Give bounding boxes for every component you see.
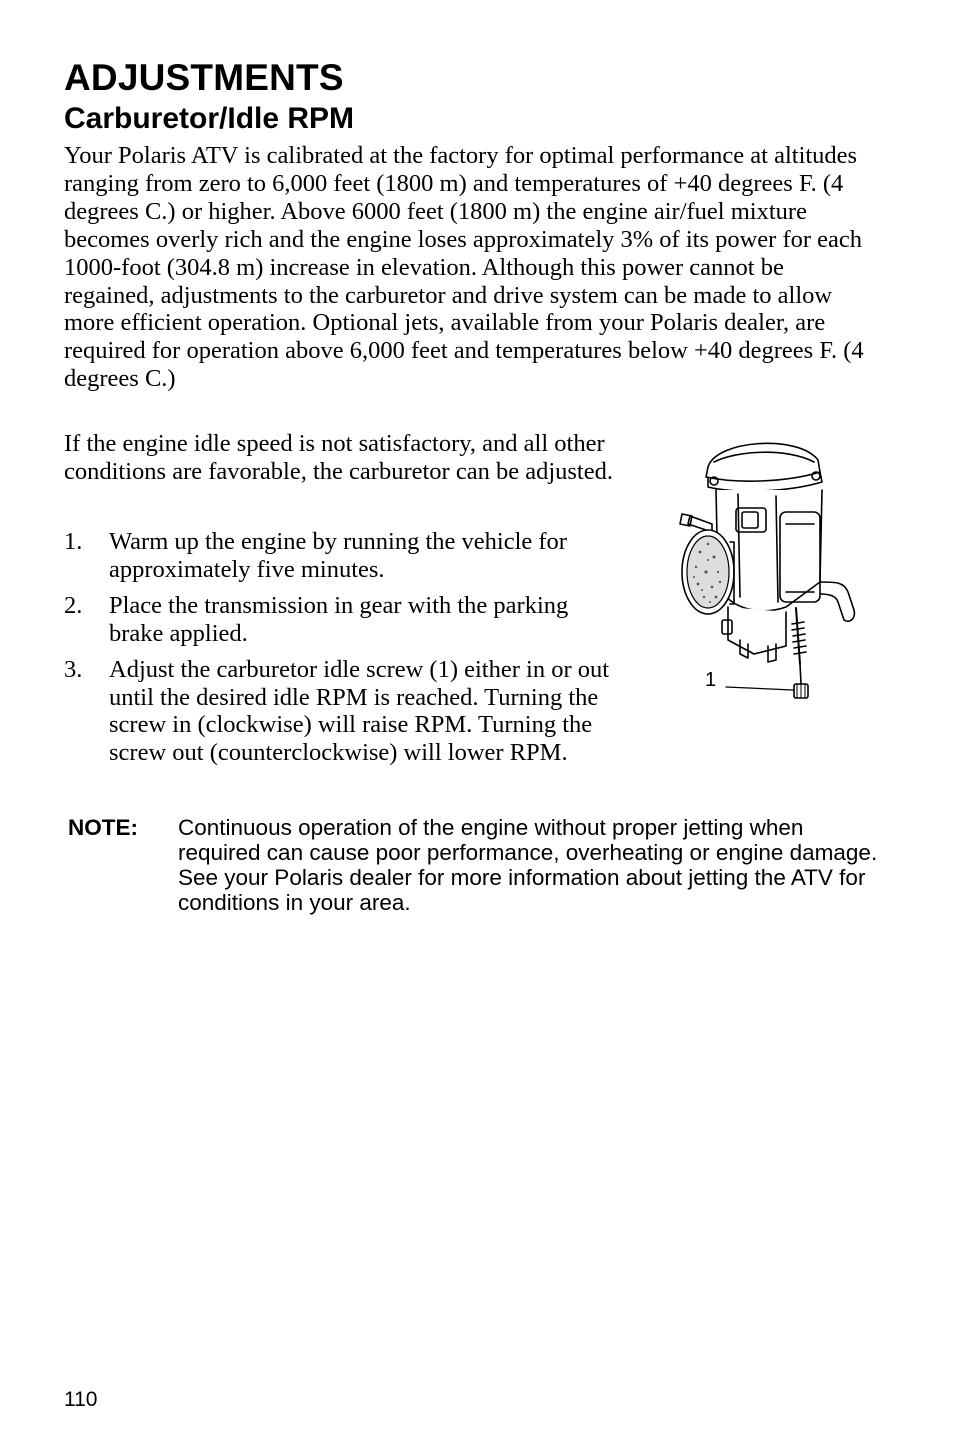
intro-paragraph: Your Polaris ATV is calibrated at the factory for optimal performance at altitudes ranging from zero to 6,000 feet (1800 m) and temperatures of +40 degrees F. (4 degrees C.) or higher. Above 6000 feet (1800 m) the engine air/fuel mixture becomes overly rich and the engine loses approximately 3% of its power for each 1000-foot (304.8 m) increase in elevation. Although this power cannot be regained, adjustments to the carburetor and drive system can be made to allow more efficient operation. Optional jets, available from your Polaris dealer, are required for operation above 6,000 feet and temperatures below +40 degrees F. (4 degrees C.)	[64, 142, 864, 393]
step-number: 2.	[64, 591, 83, 619]
page-number: 110	[64, 1388, 98, 1411]
step-item	[64, 592, 624, 648]
step-number: 3.	[64, 655, 83, 683]
section-title: ADJUSTMENTS	[64, 57, 344, 98]
note-text: Continuous operation of the engine without proper jetting when required can cause poor performance, overheating or engine damage. See your Polaris dealer for more information about jetting the ATV for conditions in your area.	[178, 815, 878, 915]
step-number: 1.	[64, 528, 83, 555]
adjustment-steps	[64, 528, 624, 775]
step-item	[64, 656, 624, 768]
carburetor-illustration-icon	[668, 432, 878, 704]
note-label: NOTE:	[68, 815, 138, 840]
step-item	[64, 528, 624, 584]
step-text: Warm up the engine by running the vehicle for approximately five minutes.	[109, 528, 567, 583]
note-block	[68, 815, 888, 915]
subsection-title: Carburetor/Idle RPM	[64, 102, 355, 135]
step-text: Place the transmission in gear with the parking brake applied.	[109, 591, 569, 647]
step-text: Adjust the carburetor idle screw (1) either in or out until the desired idle RPM is reached. Turning the screw in (clockwise) will raise RPM. Turning the screw out (counterclockwise) will lower RPM.	[109, 655, 610, 767]
callout-label-1: 1	[705, 669, 717, 691]
lead-paragraph: If the engine idle speed is not satisfactory, and all other conditions are favorable, the carburetor can be adjusted.	[64, 430, 613, 485]
